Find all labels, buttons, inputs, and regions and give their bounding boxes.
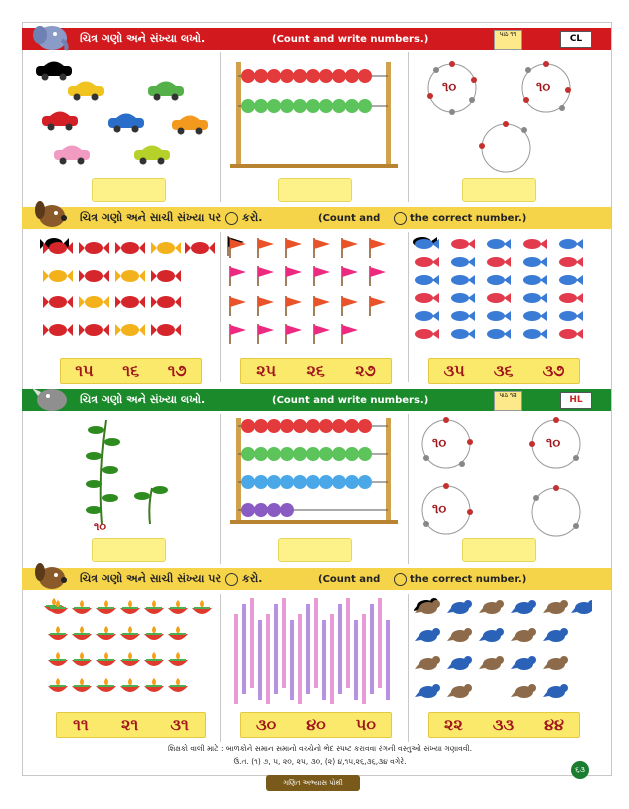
ring-label-2: ૧૦: [536, 80, 551, 95]
option[interactable]: ૨૭: [355, 361, 376, 380]
option[interactable]: ૪૦: [306, 715, 326, 734]
plant-label: ૧૦: [94, 520, 107, 533]
section-2-english-pre: (Count and: [318, 212, 381, 224]
ring-label-4: ૧૦: [546, 436, 561, 451]
elephant-icon: [30, 20, 72, 54]
section-1-english: (Count and write numbers.): [272, 33, 429, 45]
section-2-gujarati: ચિત્ર ગણો અને સાચી સંખ્યા પર: [80, 211, 222, 224]
lamps-illustration: [42, 596, 218, 708]
section-2-header: [22, 207, 611, 229]
circle-symbol-en: [394, 212, 407, 225]
ring-label-3: ૧૦: [432, 436, 447, 451]
answer-box-abacus-1[interactable]: [278, 178, 352, 202]
option[interactable]: ૨૧: [120, 715, 139, 734]
options-fish: [428, 358, 580, 384]
option[interactable]: ૧૭: [167, 361, 187, 380]
option[interactable]: ૩૬: [493, 361, 514, 380]
section-1-header: [22, 28, 611, 50]
answer-box-rings-2[interactable]: [462, 538, 536, 562]
option[interactable]: ૩૭: [542, 361, 565, 380]
abacus-1: [228, 58, 400, 176]
dog-icon: [30, 196, 72, 230]
bead-rings-2: [416, 414, 596, 540]
circle-symbol: [225, 212, 238, 225]
birds-illustration: [414, 596, 592, 706]
dog-icon: [30, 558, 72, 592]
option[interactable]: ૧૬: [122, 361, 140, 380]
cl-tag: CL: [560, 31, 592, 48]
option[interactable]: ૪૪: [544, 715, 564, 734]
option[interactable]: ૩૦: [255, 715, 277, 734]
section-4-gujarati-end: કરો.: [242, 572, 263, 585]
bead-rings-1: [416, 56, 596, 176]
option[interactable]: ૩૧: [170, 715, 189, 734]
options-birds: [428, 712, 580, 738]
option[interactable]: ૧૫: [75, 361, 94, 380]
section-4-english-pre: (Count and: [318, 573, 381, 585]
option[interactable]: ૧૧: [73, 715, 89, 734]
flags-illustration: [226, 236, 402, 348]
lesson-badge: પાઠ ૧૧: [494, 30, 522, 50]
section-2-gujarati-end: કરો.: [242, 211, 263, 224]
option[interactable]: ૫૦: [355, 715, 376, 734]
candles-illustration: [228, 594, 400, 712]
circle-symbol-en: [394, 573, 407, 586]
ring-label-1: ૧૦: [442, 80, 457, 95]
section-3-gujarati: ચિત્ર ગણો અને સંખ્યા લખો.: [80, 393, 206, 406]
option[interactable]: ૨૨: [444, 715, 463, 734]
lesson-badge-2: પાઠ ૧૨: [494, 391, 522, 411]
hl-tag: HL: [560, 392, 592, 409]
section-4-english-post: the correct number.): [410, 573, 527, 585]
page-number: ૬૩: [571, 761, 589, 779]
options-candies: [60, 358, 202, 384]
plants-illustration: [80, 416, 180, 528]
options-lamps: [56, 712, 206, 738]
candies-illustration: [40, 236, 216, 346]
answer-box-plants[interactable]: [92, 538, 166, 562]
fish-illustration: [412, 236, 592, 350]
options-candles: [240, 712, 392, 738]
section-3-header: [22, 389, 611, 411]
section-4-header: [22, 568, 611, 590]
options-flags: [240, 358, 392, 384]
abacus-2: [228, 414, 404, 532]
option[interactable]: ૨૫: [256, 361, 277, 380]
footer-tab: ગણિત અભ્યાસ પોથી: [266, 775, 360, 791]
option[interactable]: ૩૫: [443, 361, 465, 380]
section-2-english-post: the correct number.): [410, 212, 527, 224]
circle-symbol: [225, 573, 238, 586]
section-3-english: (Count and write numbers.): [272, 394, 429, 406]
rhino-icon: [30, 380, 72, 414]
section-4-gujarati: ચિત્ર ગણો અને સાચી સંખ્યા પર: [80, 572, 222, 585]
answer-box-cars[interactable]: [92, 178, 166, 202]
teacher-note: શિક્ષકો વાલી માટે : બાળકોને સમાન સમાનો વચ્ચેનો ભેદ સ્પષ્ટ કરાવવા રંગની વસ્તુઓ સંખ્યા ગણાવવી.: [167, 744, 473, 753]
cars-illustration: [36, 58, 216, 170]
answer-box-abacus-2[interactable]: [278, 538, 352, 562]
option[interactable]: ૨૬: [306, 361, 325, 380]
answer-note: ઉ.ત. (૧) ૭, ૫, ૨૦, ૨૫, ૩૦, (૨) ૪,૧૫,૨૬,૩૬,૩૪ વગેરે.: [233, 757, 407, 766]
section-1-gujarati: ચિત્ર ગણો અને સંખ્યા લખો.: [80, 32, 206, 45]
answer-box-rings-1[interactable]: [462, 178, 536, 202]
option[interactable]: ૩૩: [492, 715, 515, 734]
ring-label-5: ૧૦: [432, 502, 447, 517]
